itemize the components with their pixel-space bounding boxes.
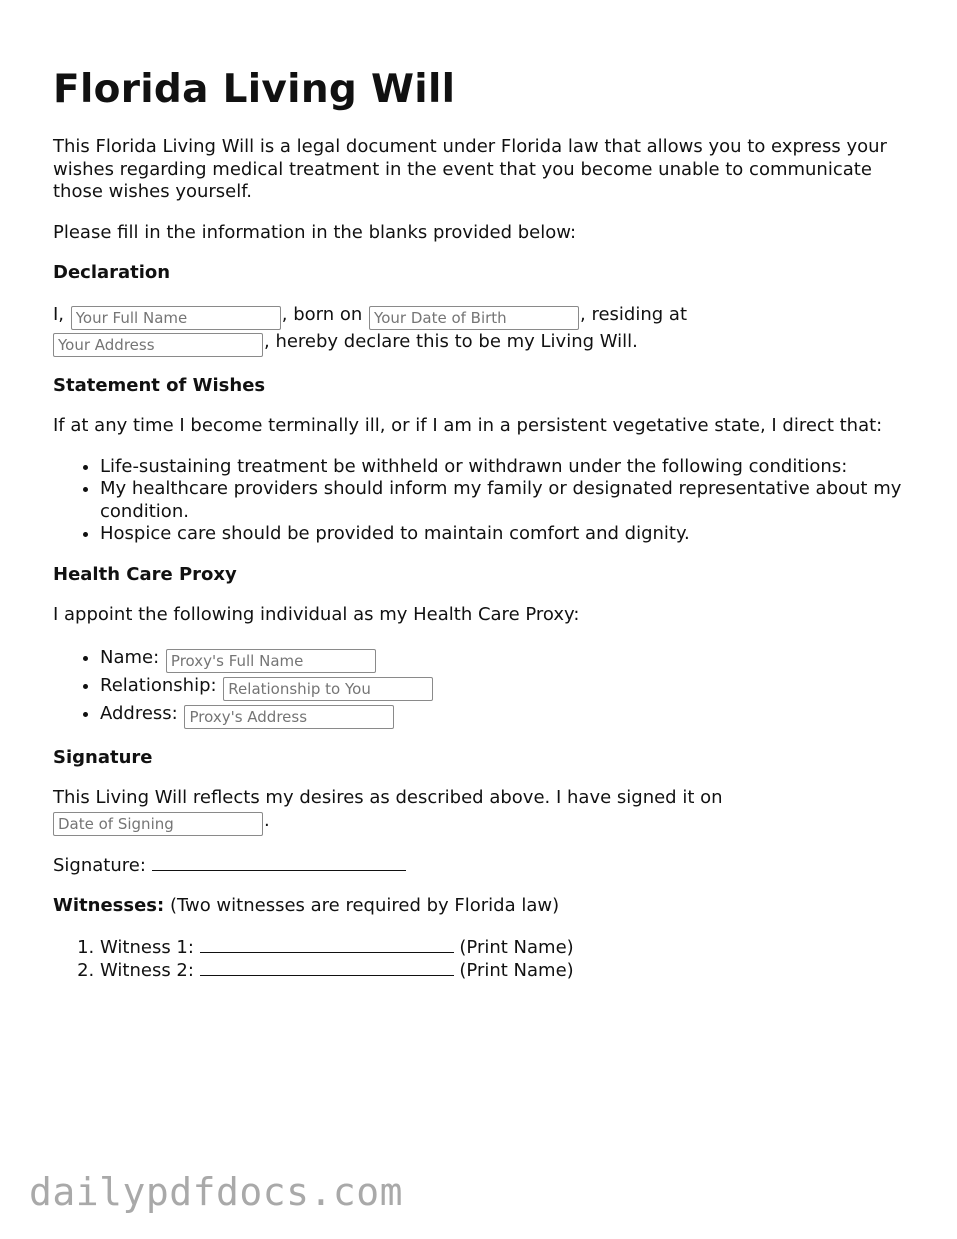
wishes-list bbox=[53, 456, 913, 546]
proxy-relationship-input[interactable] bbox=[223, 677, 433, 701]
signature-paragraph bbox=[53, 787, 913, 836]
proxy-address-input[interactable] bbox=[184, 705, 394, 729]
proxy-intro: I appoint the following individual as my Health Care Proxy: bbox=[53, 604, 580, 625]
proxy-address-item bbox=[100, 701, 913, 729]
document bbox=[53, 62, 913, 1001]
witnesses-paragraph bbox=[53, 895, 913, 918]
watermark: dailypdfdocs.com bbox=[29, 1170, 404, 1214]
instruction-paragraph: Please fill in the information in the blanks provided below: bbox=[53, 221, 577, 243]
witness-signature-blank[interactable] bbox=[200, 959, 454, 976]
document-title: Florida Living Will bbox=[53, 67, 456, 112]
declaration-paragraph bbox=[53, 303, 913, 357]
declaration-text-1: I, bbox=[53, 303, 65, 325]
signature-end: . bbox=[264, 809, 270, 831]
list-item bbox=[100, 959, 913, 983]
signature-label: Signature: bbox=[53, 854, 146, 876]
proxy-relationship-item bbox=[100, 673, 913, 701]
witness-suffix: (Print Name) bbox=[459, 960, 574, 981]
list-item: • Hospice care should be provided to maintain comfort and dignity. bbox=[100, 523, 913, 546]
witness-suffix: (Print Name) bbox=[459, 936, 574, 958]
intro-paragraph: This Florida Living Will is a legal document under Florida law that allows you to express your wishes regarding medical treatment in the event that you become unable to communicate those wishes yourself. bbox=[53, 136, 887, 202]
witness-label: Witness 1: bbox=[100, 936, 194, 958]
list-item: • Life-sustaining treatment be withheld or withdrawn under the following conditions: bbox=[100, 456, 913, 479]
proxy-name-input[interactable] bbox=[166, 649, 376, 673]
witnesses-note: (Two witnesses are required by Florida law) bbox=[169, 895, 560, 916]
witness-label: Witness 2: bbox=[100, 960, 194, 981]
wishes-intro: If at any time I become terminally ill, or if I am in a persistent vegetative state, I direct that: bbox=[53, 415, 883, 436]
proxy-relationship-label: Relationship: bbox=[100, 674, 217, 696]
declaration-text-4: , hereby declare this to be my Living Will. bbox=[264, 330, 638, 352]
witnesses-list bbox=[53, 936, 913, 983]
address-input[interactable] bbox=[53, 333, 263, 357]
signature-blank[interactable] bbox=[152, 854, 406, 871]
proxy-list bbox=[53, 645, 913, 729]
signature-heading: Signature bbox=[53, 746, 153, 768]
proxy-name-item bbox=[100, 645, 913, 673]
date-of-birth-input[interactable] bbox=[369, 306, 579, 330]
declaration-heading: Declaration bbox=[53, 262, 171, 283]
proxy-heading: Health Care Proxy bbox=[53, 563, 237, 585]
signature-line bbox=[53, 854, 913, 878]
declaration-text-3: , residing at bbox=[580, 303, 688, 325]
signing-date-input[interactable] bbox=[53, 812, 263, 836]
wishes-heading: Statement of Wishes bbox=[53, 374, 266, 396]
signature-text: This Living Will reflects my desires as described above. I have signed it on bbox=[53, 787, 723, 808]
proxy-address-label: Address: bbox=[100, 702, 178, 724]
witness-signature-blank[interactable] bbox=[200, 936, 454, 953]
declaration-text-2: , born on bbox=[281, 303, 363, 325]
list-item: • My healthcare providers should inform my family or designated representative about my condition. bbox=[100, 478, 913, 523]
full-name-input[interactable] bbox=[71, 306, 281, 330]
list-item bbox=[100, 936, 913, 960]
witnesses-label: Witnesses: bbox=[53, 895, 165, 916]
proxy-name-label: Name: bbox=[100, 646, 160, 668]
